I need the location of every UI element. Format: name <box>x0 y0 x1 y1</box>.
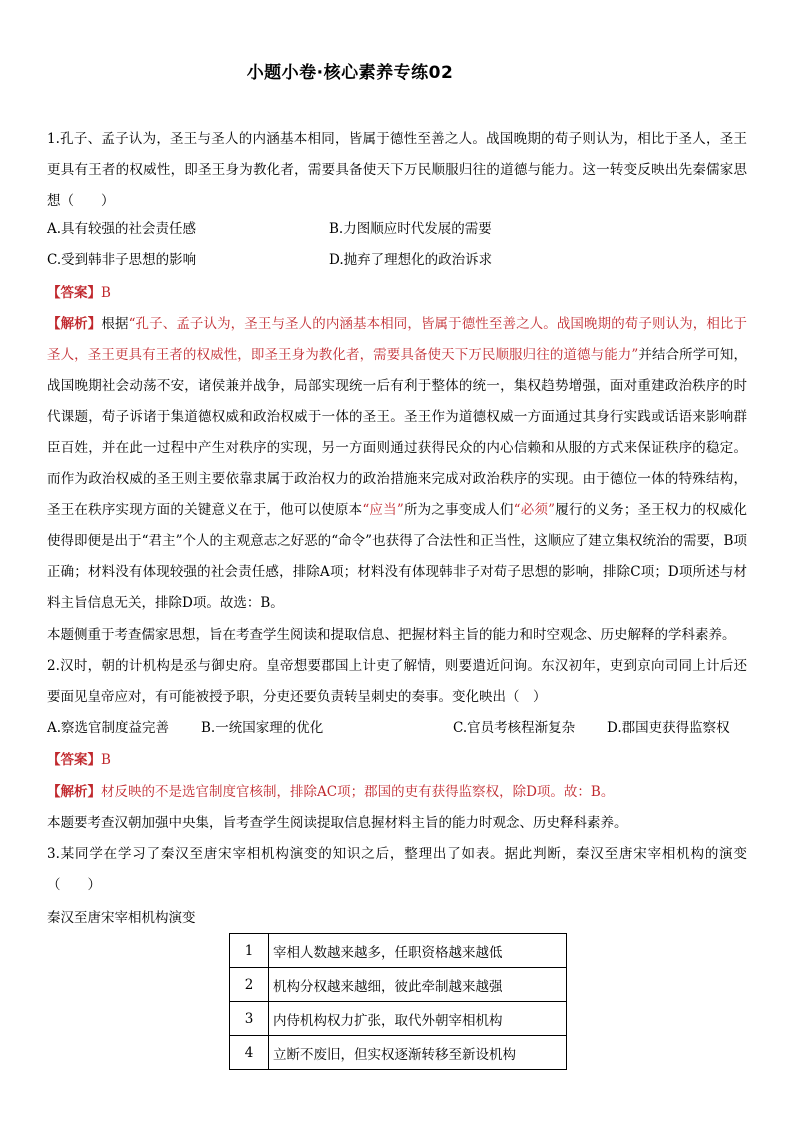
table-cell-num: 2 <box>230 968 269 1002</box>
q2-option-d: D.郡国吏获得监察权 <box>607 720 730 736</box>
page-title: 小题小卷·核心素养专练02 <box>246 63 454 83</box>
q1-analysis-quote-3: “必须” <box>513 502 556 518</box>
q1-option-a: A.具有较强的社会责任感 <box>47 221 197 237</box>
q1-analysis-quote-2: “应当” <box>362 502 404 518</box>
q2-option-c: C.官员考核程渐复杂 <box>453 720 576 736</box>
q1-answer-value: B <box>101 285 111 301</box>
q1-options-row-1 <box>47 214 747 245</box>
q1-option-d: D.抛弃了理想化的政治诉求 <box>329 252 493 268</box>
table-cell-text: 立断不废旧，但实权逐渐转移至新设机构 <box>269 1036 567 1070</box>
q1-analysis-quote: “孔子、孟子认为，圣王与圣人的内涵基本相同，皆属于德性至善之人。战国晚期的荀子则认为，相比于圣人，圣王更具有王者的权威性，即圣王身为教化者，需要具备使天下万民顺服归往的道德与能力” <box>47 316 748 363</box>
q1-analysis-text-2: 所为之事变成人们 <box>403 502 514 518</box>
q3-table-caption: 秦汉至唐宋宰相机构演变 <box>47 910 196 926</box>
q1-analysis-lead: 根据 <box>101 316 129 332</box>
q3-stem: 3.某同学在学习了秦汉至唐宋宰相机构演变的知识之后，整理出了如表。据此判断，秦汉至唐宋宰相机构的演变（ ） <box>47 846 747 893</box>
table-row <box>230 1036 567 1070</box>
q2-analysis-tag: 【解析】 <box>47 784 101 800</box>
table-row <box>230 934 567 968</box>
q1-answer <box>47 278 747 309</box>
q1-analysis-tag: 【解析】 <box>47 316 102 332</box>
q1-option-c: C.受到韩非子思想的影响 <box>47 252 197 268</box>
q2-options-row <box>47 713 747 744</box>
table-cell-num: 3 <box>230 1002 269 1036</box>
q2-answer-tag: 【答案】 <box>47 752 101 768</box>
q2-note: 本题要考查汉朝加强中央集，旨考查学生阅读提取信息握材料主旨的能力时观念、历史释科素养。 <box>47 815 628 831</box>
q1-option-b: B.力图顺应时代发展的需要 <box>329 221 492 237</box>
q2-answer-value: B <box>101 752 111 768</box>
q2-analysis-text: 材反映的不是选官制度官核制，排除AC项；郡国的吏有获得监察权，除D项。故：B。 <box>101 784 615 800</box>
q1-note: 本题侧重于考查儒家思想，旨在考查学生阅读和提取信息、把握材料主旨的能力和时空观念、历史解释的学科素养。 <box>47 627 736 643</box>
q2-answer <box>47 745 747 776</box>
table-cell-text: 机构分权越来越细，彼此牵制越来越强 <box>269 968 567 1002</box>
q3-table <box>229 933 567 1070</box>
q2-analysis <box>47 777 747 808</box>
table-cell-text: 内侍机构权力扩张，取代外朝宰相机构 <box>269 1002 567 1036</box>
q1-stem: 1.孔子、孟子认为，圣王与圣人的内涵基本相同，皆属于德性至善之人。战国晚期的荀子则认为，相比于圣人，圣王更具有王者的权威性，即圣王身为教化者，需要具备使天下万民顺服归往的道德与能力。这一转变反映出先秦儒家思想（ ） <box>47 131 747 209</box>
q2-option-a: A.察选官制度益完善 <box>47 720 170 736</box>
q1-options-row-2 <box>47 245 747 276</box>
q1-answer-tag: 【答案】 <box>47 285 101 301</box>
q1-analysis-text-3: 履行的义务；圣王权力的权威化使得即便是出于“君主”个人的主观意志之好恶的“命令”也获得了合法性和正当性，这顺应了建立集权统治的需要，B项正确；材料没有体现较强的社会责任感，排除A项；材料没有体现韩非子对荀子思想的影响，排除C项；D项所述与材料主旨信息无关，排除D项。故选：B。 <box>47 502 748 611</box>
table-cell-num: 1 <box>230 934 269 968</box>
table-cell-num: 4 <box>230 1036 269 1070</box>
table-row <box>230 968 567 1002</box>
q1-analysis-text-1: 并结合所学可知，战国晚期社会动荡不安，诸侯兼并战争，局部实现统一后有利于整体的统一，集权趋势增强，面对重建政治秩序的时代课题，荀子诉诸于集道德权威和政治权威于一体的圣王。圣王作为道德权威一方面通过其身行实践或话语来影响群臣百姓，并在此一过程中产生对秩序的实现，另一方面则通过获得民众的内心信赖和从服的方式来保证秩序的稳定。而作为政治权威的圣王则主要依靠隶属于政治权力的政治措施来完成对政治秩序的实现。由于德位一体的特殊结构，圣王在秩序实现方面的关键意义在于，他可以使原本 <box>47 347 748 518</box>
q2-option-b: B.一统国家理的优化 <box>201 720 324 736</box>
table-cell-text: 宰相人数越来越多，任职资格越来越低 <box>269 934 567 968</box>
q1-analysis <box>47 309 747 619</box>
table-row <box>230 1002 567 1036</box>
q2-stem: 2.汉时，朝的计机构是丞与御史府。皇帝想要郡国上计吏了解情，则要遣近问询。东汉初年，吏到京向司同上计后还要面见皇帝应对，有可能被授予职，分吏还要负责转呈刺史的奏事。变化映出（ ） <box>47 658 747 705</box>
